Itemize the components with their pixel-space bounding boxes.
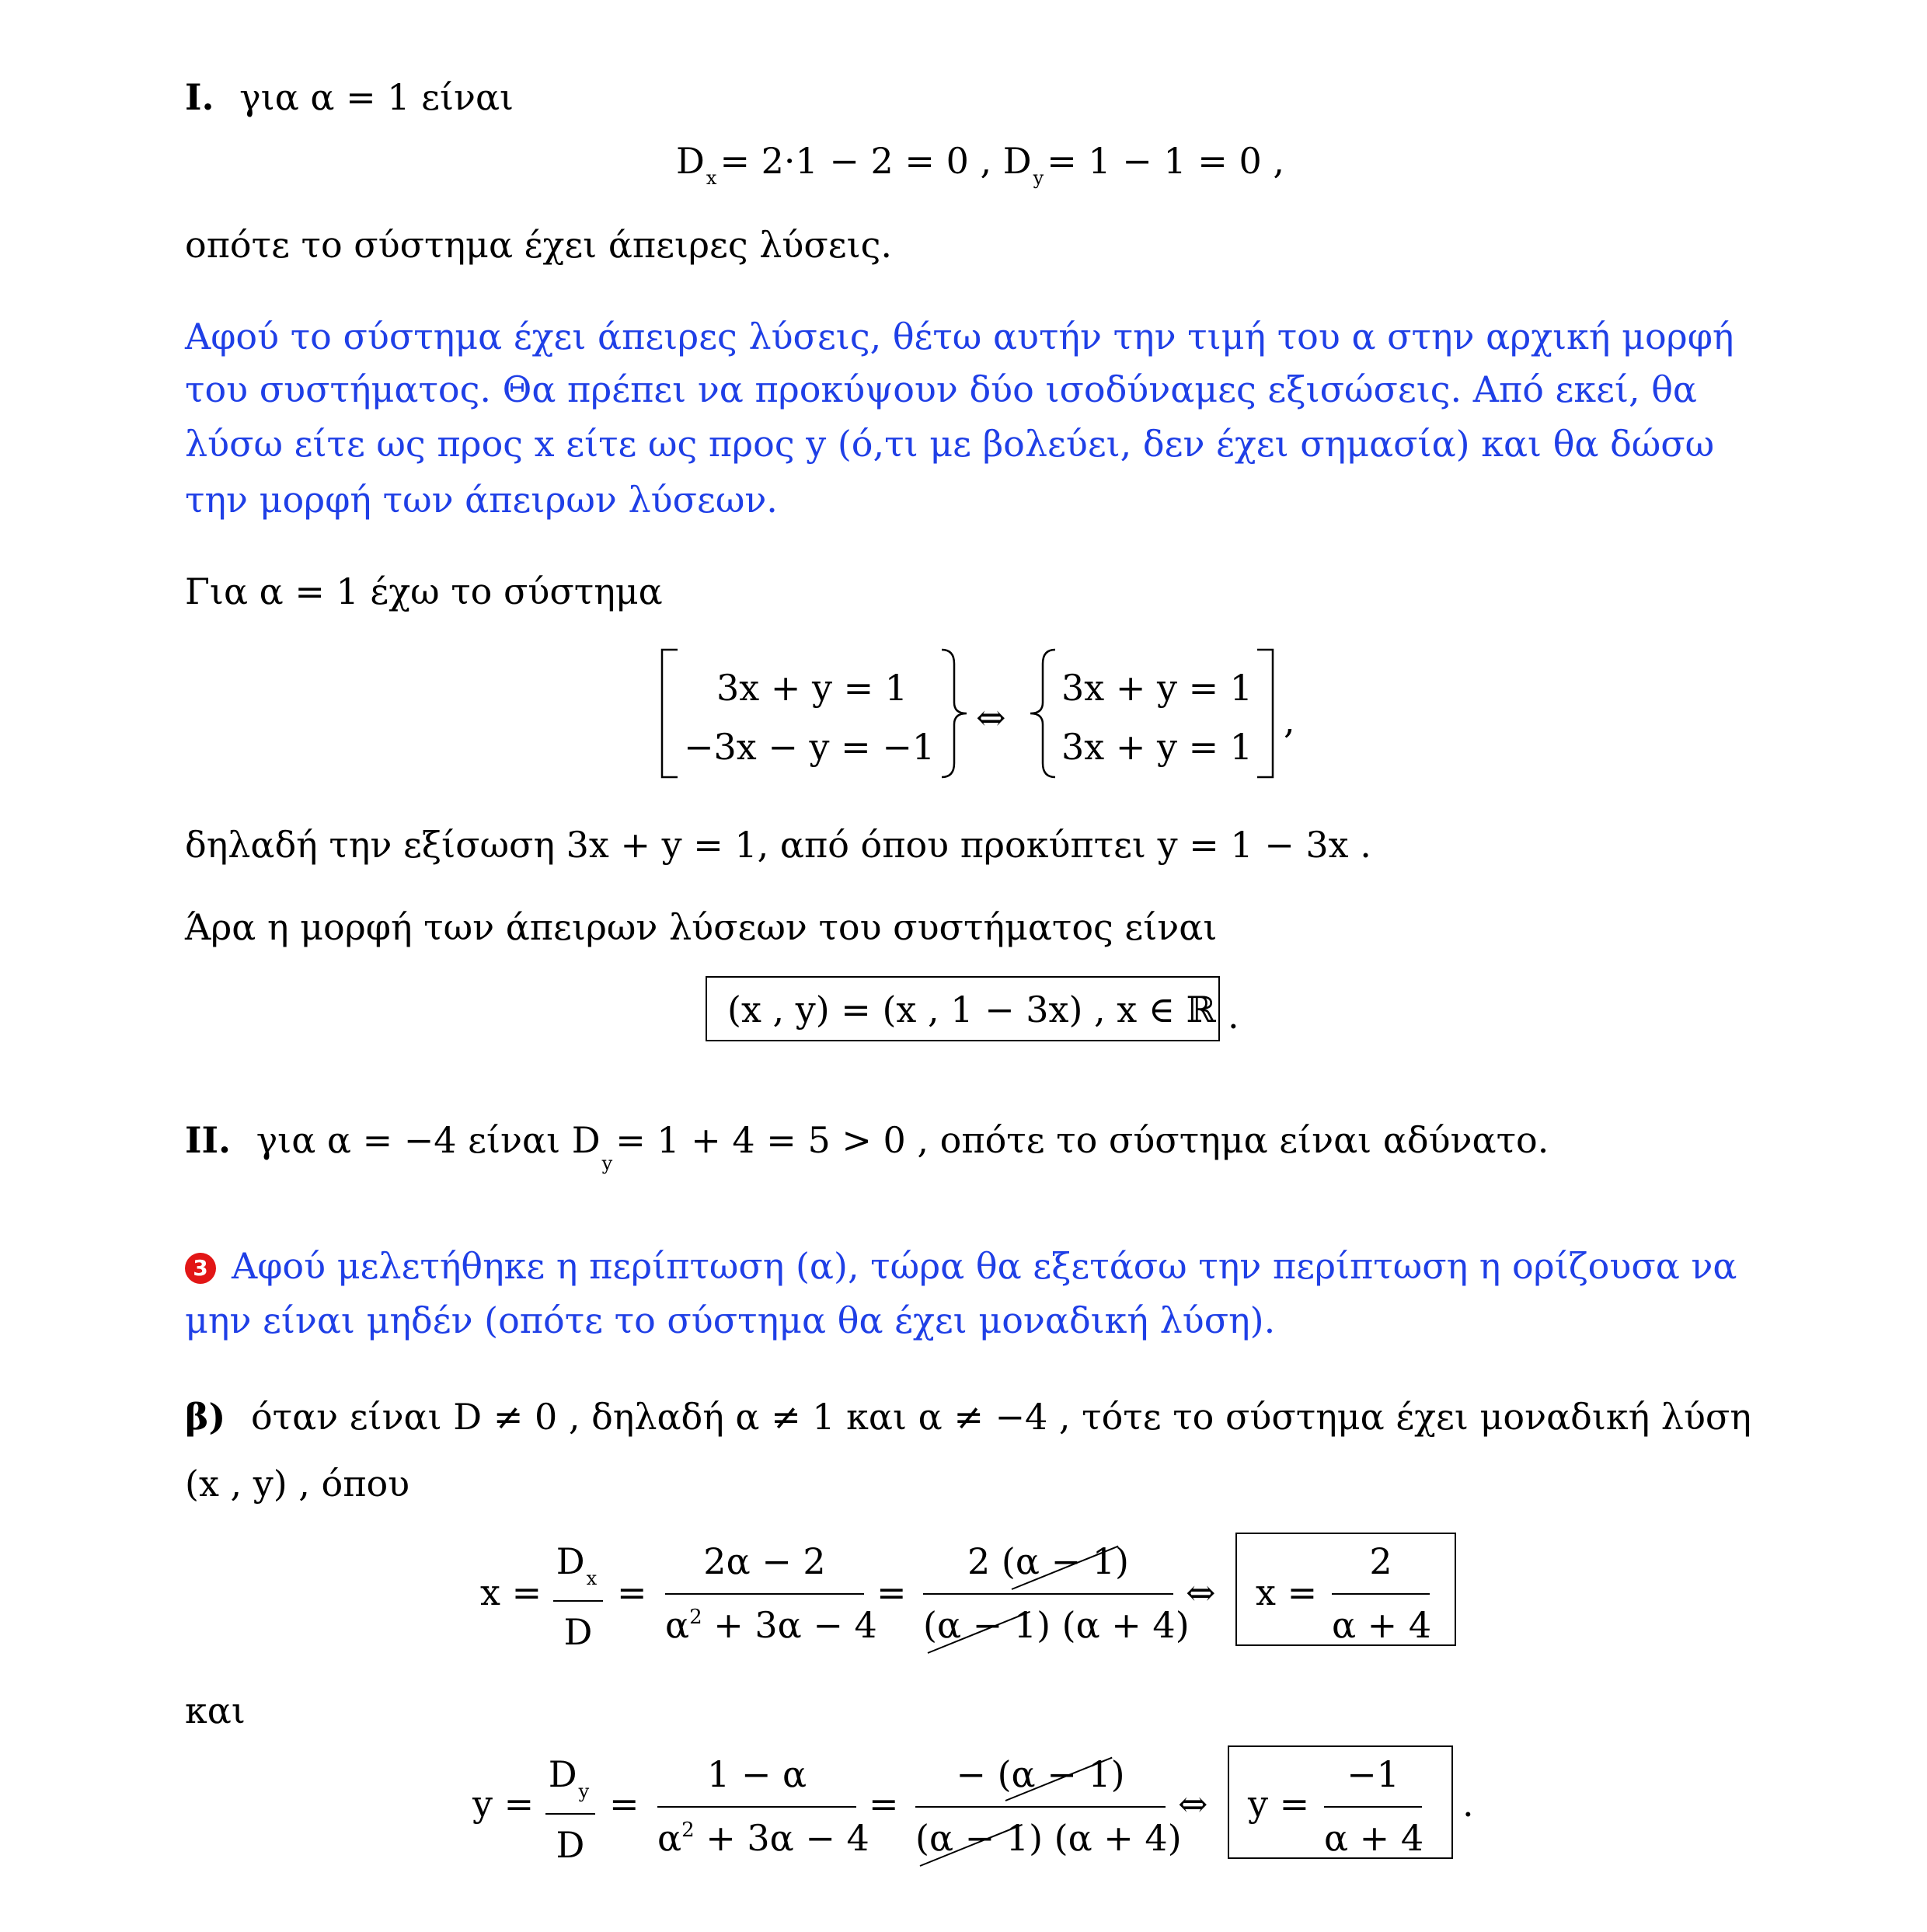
- determinants-formula: $D_x= 2\cdot 1 - 2 = 0$ , $D_y= 1 - 1 = 0$ ,: [676, 140, 1284, 189]
- x-eq-1: =: [617, 1571, 647, 1613]
- x-equiv: ⇔: [1186, 1571, 1216, 1613]
- y-frac-2: 1 − α $\alpha^2 + 3\alpha - 4$: [657, 1753, 869, 1859]
- right-system-eq1: 3x + y = 1: [1061, 667, 1253, 709]
- y-lhs: y =: [472, 1783, 535, 1825]
- solution-period: .: [1228, 995, 1239, 1037]
- solution-boxed: (x , y) = (x , 1 − 3x) , x ∈ ℝ: [727, 989, 1216, 1031]
- y-frac-dy-d: $D_y$ D: [545, 1753, 595, 1866]
- equation-result: δηλαδή την εξίσωση 3x + y = 1, από όπου προκύπτει y = 1 − 3x .: [185, 824, 1371, 866]
- part1-intro-line: [185, 76, 514, 118]
- equivalence-symbol: ⇔: [976, 696, 1006, 738]
- y-eq-2: =: [869, 1783, 899, 1825]
- y-period: .: [1462, 1783, 1474, 1825]
- and-word: και: [185, 1690, 246, 1731]
- partb-label: β): [185, 1396, 226, 1438]
- partb-line1: β) όταν είναι D ≠ 0 , δηλαδή α ≠ 1 και α ≠ −4 , τότε το σύστημα έχει μοναδική λύση: [185, 1396, 1751, 1438]
- x-frac-dx-d: $D_x$ D: [553, 1540, 603, 1653]
- system-intro: Για α = 1 έχω το σύστημα: [185, 570, 663, 612]
- left-brace-open: [651, 648, 682, 779]
- right-curly-brace: [937, 648, 976, 779]
- x-frac-3: 2 (α − 1) (α − 1) (α + 4): [923, 1540, 1190, 1646]
- part1-intro: για α = 1 είναι: [239, 76, 514, 118]
- note1-line3: λύσω είτε ως προς x είτε ως προς y (ό,τι με βολεύει, δεν έχει σημασία) και θα δώσω: [185, 423, 1715, 465]
- note1-line2: του συστήματος. Θα πρέπει να προκύψουν δύο ισοδύναμες εξισώσεις. Από εκεί, θα: [185, 368, 1697, 410]
- step-3-bullet-icon: 3: [185, 1253, 216, 1284]
- y-eq-1: =: [609, 1783, 639, 1825]
- note3-line2: μην είναι μηδέν (οπότε το σύστημα θα έχει μοναδική λύση).: [185, 1299, 1276, 1341]
- system-comma: ,: [1284, 699, 1295, 741]
- solution-form-intro: Άρα η μορφή των άπειρων λύσεων του συστήματος είναι: [185, 906, 1218, 948]
- note3-line1: 3 Αφού μελετήθηκε η περίπτωση (α), τώρα θα εξετάσω την περίπτωση η ορίζουσα να: [185, 1248, 1737, 1284]
- y-equiv: ⇔: [1178, 1783, 1208, 1825]
- part1-conclusion: οπότε το σύστημα έχει άπειρες λύσεις.: [185, 224, 893, 266]
- right-system-eq2: 3x + y = 1: [1061, 726, 1253, 768]
- left-system-eq2: −3x − y = −1: [684, 726, 936, 768]
- note1-line4: την μορφή των άπειρων λύσεων.: [185, 479, 778, 521]
- x-eq-2: =: [876, 1571, 907, 1613]
- part2-line: II. για α = −4 είναι $D_y= 1 + 4 = 5 > 0$ , οπότε το σύστημα είναι αδύνατο.: [185, 1119, 1549, 1174]
- x-lhs: x =: [480, 1571, 542, 1613]
- x-frac-2: 2α − 2 $\alpha^2 + 3\alpha - 4$: [665, 1540, 877, 1646]
- part2-label: II.: [185, 1119, 232, 1161]
- part1-label: I.: [185, 76, 214, 118]
- note1-line1: Αφού το σύστημα έχει άπειρες λύσεις, θέτω αυτήν την τιμή του α στην αρχική μορφή: [185, 316, 1734, 357]
- y-boxed-frac: −1 α + 4: [1324, 1753, 1424, 1859]
- y-frac-3: − (α − 1) (α − 1) (α + 4): [915, 1753, 1182, 1859]
- x-boxed-lhs: x =: [1256, 1571, 1318, 1613]
- left-system-eq1: 3x + y = 1: [716, 667, 908, 709]
- y-boxed-lhs: y =: [1248, 1783, 1310, 1825]
- x-boxed-frac: 2 α + 4: [1332, 1540, 1432, 1646]
- left-curly-brace: [1021, 648, 1060, 779]
- right-bracket-close: [1253, 648, 1284, 779]
- partb-line2: (x , y) , όπου: [185, 1463, 410, 1505]
